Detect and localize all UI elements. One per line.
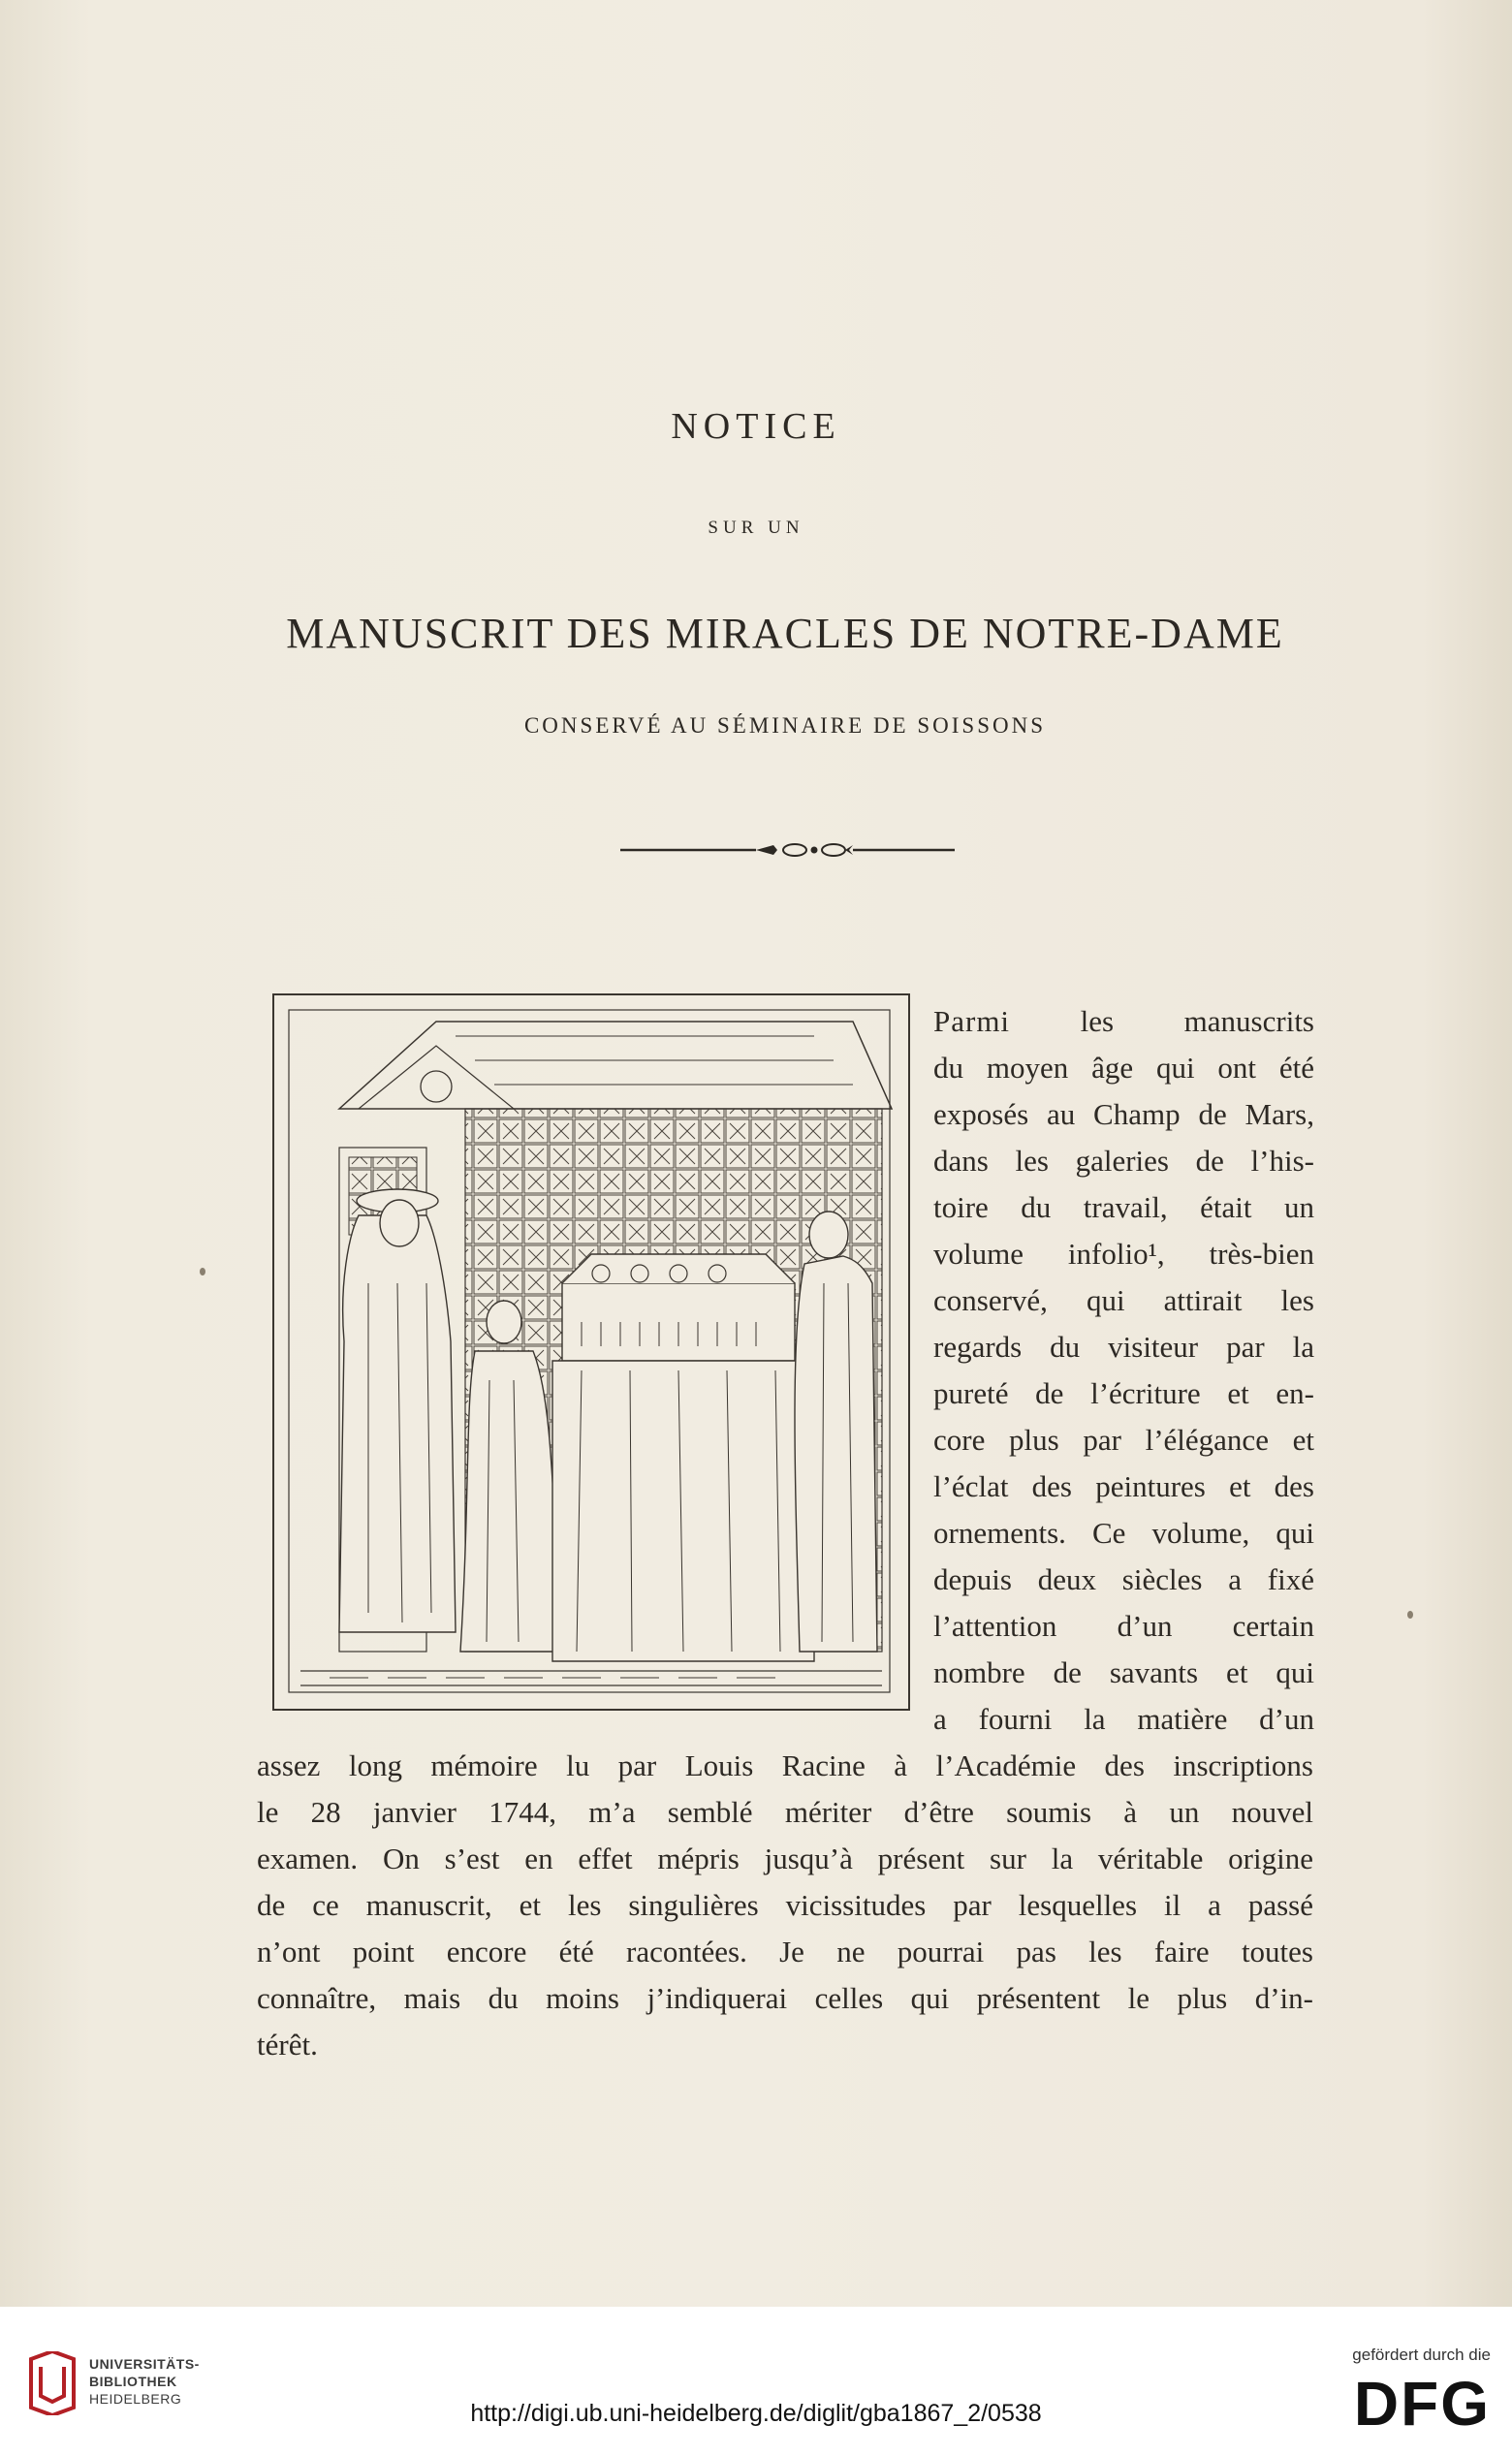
- text-line: depuis deux siècles a fixé: [933, 1562, 1314, 1596]
- text-line: l’éclat des peintures et des: [933, 1469, 1314, 1503]
- text-line: dans les galeries de l’his-: [933, 1144, 1314, 1178]
- text-line: exposés au Champ de Mars,: [933, 1097, 1314, 1131]
- text-line: examen. On s’est en effet mépris jusqu’à présent sur la véritable origine: [257, 1842, 1313, 1875]
- dfg-logo[interactable]: DFG: [1353, 2369, 1491, 2439]
- text-line: de ce manuscrit, et les singulières vicissitudes par lesquelles il a passé: [257, 1888, 1313, 1922]
- library-name[interactable]: UNIVERSITÄTS- BIBLIOTHEK HEIDELBERG: [89, 2356, 200, 2407]
- sur-un-heading: SUR UN: [708, 518, 804, 538]
- text-line: l’attention d’un certain: [933, 1609, 1314, 1643]
- text-line: pureté de l’écriture et en-: [933, 1376, 1314, 1410]
- viewer-footer: [0, 2307, 1512, 2456]
- text-line: toire du travail, était un: [933, 1190, 1314, 1224]
- page-url-link[interactable]: http://digi.ub.uni-heidelberg.de/diglit/gba1867_2/0538: [470, 2400, 1042, 2427]
- scan-speck: [1407, 1611, 1413, 1619]
- ornament-divider-icon: [620, 835, 955, 865]
- dropcap-word: Parmi: [933, 1004, 1011, 1038]
- text-line: a fourni la matière d’un: [933, 1702, 1314, 1736]
- text-line: conservé, qui attirait les: [933, 1283, 1314, 1317]
- funded-by-label: gefördert durch die: [1352, 2346, 1491, 2364]
- text-line: Parmi les manuscrits: [933, 1004, 1314, 1038]
- text-line: térêt.: [257, 2028, 318, 2062]
- text-line: volume infolio¹, très-bien: [933, 1237, 1314, 1271]
- text-line: du moyen âge qui ont été: [933, 1051, 1314, 1085]
- text-line: assez long mémoire lu par Louis Racine à l’Académie des inscriptions: [257, 1748, 1313, 1782]
- engraving-illustration-icon: [271, 992, 911, 1712]
- text-line: le 28 janvier 1744, m’a semblé mériter d’être soumis à un nouvel: [257, 1795, 1313, 1829]
- text-line: core plus par l’élégance et: [933, 1423, 1314, 1457]
- text-line: regards du visiteur par la: [933, 1330, 1314, 1364]
- text-line: n’ont point encore été racontées. Je ne pourrai pas les faire toutes: [257, 1935, 1313, 1968]
- text-line: connaître, mais du moins j’indiquerai celles qui présentent le plus d’in-: [257, 1981, 1313, 2015]
- notice-heading: NOTICE: [671, 406, 841, 447]
- text-line: nombre de savants et qui: [933, 1655, 1314, 1689]
- scan-speck: [200, 1268, 205, 1275]
- text-line: ornements. Ce volume, qui: [933, 1516, 1314, 1550]
- page-subtitle: CONSERVÉ AU SÉMINAIRE DE SOISSONS: [523, 713, 1047, 738]
- page-title: MANUSCRIT DES MIRACLES DE NOTRE-DAME: [286, 610, 1284, 657]
